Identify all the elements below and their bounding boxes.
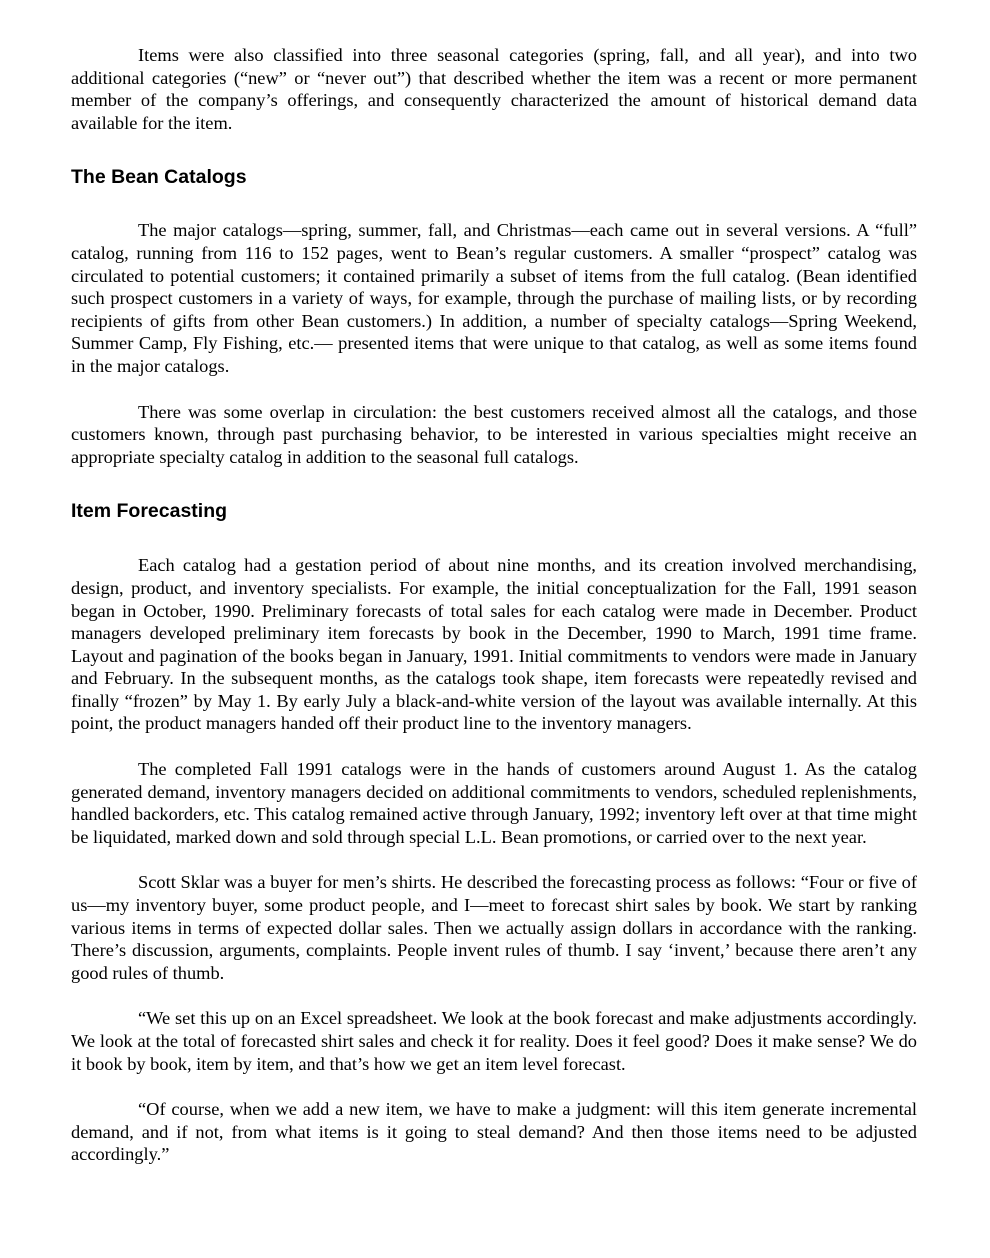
item-forecasting-paragraph-2: The completed Fall 1991 catalogs were in the hands of customers around August 1. As the catalog generated demand, inventory managers decided on additional commitments to vendors, scheduled replenishments, handled backorders, etc. This catalog remained active through January, 1992; inventory left over at that time might be liquidated, marked down and sold through special L.L. Bean promotions, or carried over to the next year. xyxy=(71,759,917,847)
item-forecasting-paragraph-5: “Of course, when we add a new item, we have to make a judgment: will this item generate incremental demand, and if not, from what items is it going to steal demand? And then those items need to be adjusted accordingly.” xyxy=(71,1099,917,1165)
intro-paragraph: Items were also classified into three seasonal categories (spring, fall, and all year), and into two additional categories (“new” or “never out”) that described whether the item was a recent or more permanent member of the company’s offerings, and consequently characterized the amount of historical demand data available for the item. xyxy=(71,45,917,133)
bean-catalogs-paragraph-1: The major catalogs—spring, summer, fall, and Christmas—each came out in several versions. A “full” catalog, running from 116 to 152 pages, went to Bean’s regular customers. A smaller “prospect” catalog was circulated to potential customers; it contained primarily a subset of items from the full catalog. (Bean identified such prospect customers in a variety of ways, for example, through the purchase of mailing lists, or by recording recipients of gifts from other Bean customers.) In addition, a number of specialty catalogs—Spring Weekend, Summer Camp, Fly Fishing, etc.— presented items that were unique to that catalog, as well as some items found in the major catalogs. xyxy=(71,220,917,376)
item-forecasting-paragraph-1: Each catalog had a gestation period of about nine months, and its creation involved merchandising, design, product, and inventory specialists. For example, the initial conceptualization for the Fall, 1991 season began in October, 1990. Preliminary forecasts of total sales for each catalog were made in December. Product managers developed preliminary item forecasts by book in the December, 1990 to March, 1991 time frame. Layout and pagination of the books began in January, 1991. Initial commitments to vendors were made in January and February. In the subsequent months, as the catalogs took shape, item forecasts were repeatedly revised and finally “frozen” by May 1. By early July a black-and-white version of the layout was available internally. At this point, the product managers handed off their product line to the inventory managers. xyxy=(71,555,917,734)
item-forecasting-paragraph-4: “We set this up on an Excel spreadsheet. We look at the book forecast and make adjustments accordingly. We look at the total of forecasted shirt sales and check it for reality. Does it feel good? Does it make sense? We do it book by book, item by item, and that’s how we get an item level forecast. xyxy=(71,1008,917,1074)
section-heading-item-forecasting: Item Forecasting xyxy=(71,500,228,523)
document-page xyxy=(71,44,917,1166)
item-forecasting-paragraph-3: Scott Sklar was a buyer for men’s shirts. He described the forecasting process as follows: “Four or five of us—my inventory buyer, some product people, and I—meet to forecast shirt sales by book. We start by ranking various items in terms of expected dollar sales. Then we actually assign dollars in accordance with the ranking. There’s discussion, arguments, complaints. People invent rules of thumb. I say ‘invent,’ because there aren’t any good rules of thumb. xyxy=(71,872,917,983)
section-heading-bean-catalogs: The Bean Catalogs xyxy=(71,166,247,189)
bean-catalogs-paragraph-2: There was some overlap in circulation: the best customers received almost all the catalogs, and those customers known, through past purchasing behavior, to be interested in various specialties might receive an appropriate specialty catalog in addition to the seasonal full catalogs. xyxy=(71,401,917,467)
